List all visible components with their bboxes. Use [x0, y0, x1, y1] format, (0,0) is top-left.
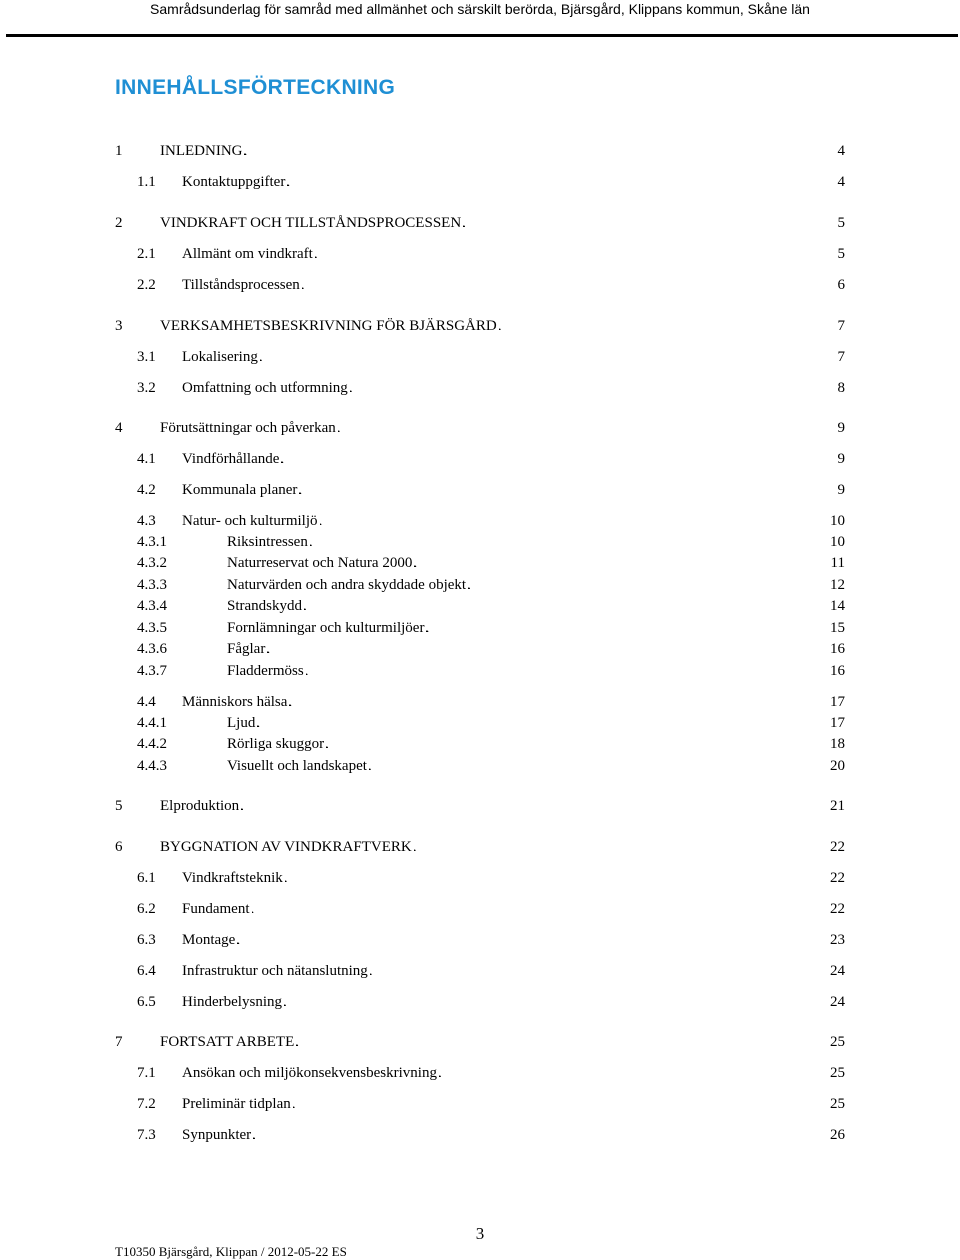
toc-dot-leader [338, 418, 836, 440]
toc-dot-leader [326, 734, 828, 756]
toc-entry-label: Naturreservat och Natura 2000 [227, 555, 413, 571]
toc-entry-page: 10 [830, 513, 845, 529]
toc-entry-number: 4.1 [137, 451, 156, 467]
toc-entry-line [227, 713, 845, 735]
toc-entry-label: Natur- och kulturmiljö [182, 513, 318, 529]
toc-entry-label: FORTSATT ARBETE [160, 1034, 295, 1050]
toc-entry-line [182, 899, 845, 921]
toc-entry[interactable] [0, 661, 960, 681]
toc-entry-label: Människors hälsa [182, 694, 288, 710]
toc-entry[interactable] [0, 449, 960, 469]
toc-entry-page: 10 [830, 534, 845, 550]
toc-entry-line [160, 316, 845, 338]
toc-entry-label: Kontaktuppgifter [182, 174, 286, 190]
toc-entry-line [182, 449, 845, 471]
toc-entry-page: 7 [837, 318, 845, 334]
toc-entry[interactable] [0, 141, 960, 161]
toc-entry-line [160, 837, 845, 859]
toc-dot-leader [369, 756, 828, 778]
toc-entry-label: Preliminär tidplan [182, 1096, 291, 1112]
toc-entry-number: 4.4 [137, 694, 156, 710]
toc-entry-page: 4 [837, 143, 845, 159]
toc-entry-number: 4.3.6 [137, 641, 167, 657]
toc-entry-line [182, 1094, 845, 1116]
toc-entry-number: 1 [115, 143, 123, 159]
toc-entry-page: 26 [830, 1127, 845, 1143]
toc-entry-number: 6 [115, 839, 123, 855]
toc-entry[interactable] [0, 511, 960, 531]
toc-dot-leader [260, 347, 836, 369]
toc-entry-label: Montage [182, 932, 236, 948]
toc-entry-page: 18 [830, 736, 845, 752]
toc-entry-page: 17 [830, 694, 845, 710]
toc-entry-page: 16 [830, 641, 845, 657]
toc-dot-leader [463, 213, 835, 235]
toc-entry-line [227, 639, 845, 661]
toc-entry-page: 17 [830, 715, 845, 731]
toc-entry-label: Förutsättningar och påverkan [160, 420, 336, 436]
toc-entry[interactable] [0, 275, 960, 295]
toc-entry[interactable] [0, 378, 960, 398]
toc-dot-leader [350, 378, 836, 400]
toc-entry-number: 3.1 [137, 349, 156, 365]
toc-entry-label: Ansökan och miljökonsekvensbeskrivning [182, 1065, 437, 1081]
toc-dot-leader [306, 661, 828, 683]
toc-entry-number: 2 [115, 215, 123, 231]
toc-dot-leader [252, 899, 829, 921]
toc-entry-number: 7.3 [137, 1127, 156, 1143]
toc-entry-label: Hinderbelysning [182, 994, 282, 1010]
toc-dot-leader [285, 868, 828, 890]
toc-entry-line [182, 511, 845, 533]
toc-entry[interactable] [0, 796, 960, 816]
toc-dot-leader [284, 992, 828, 1014]
toc-dot-leader [299, 480, 835, 502]
toc-entry[interactable] [0, 480, 960, 500]
toc-entry-number: 3 [115, 318, 123, 334]
toc-entry[interactable] [0, 347, 960, 367]
toc-entry-page: 25 [830, 1034, 845, 1050]
toc-entry[interactable] [0, 213, 960, 233]
toc-entry[interactable] [0, 575, 960, 595]
toc-entry-label: Ljud [227, 715, 256, 731]
toc-entry-label: Fladdermöss [227, 663, 304, 679]
toc-entry-page: 9 [837, 451, 845, 467]
toc-entry-number: 4.3.3 [137, 577, 167, 593]
toc-entry[interactable] [0, 713, 960, 733]
toc-entry-number: 4 [115, 420, 123, 436]
toc-entry-line [160, 796, 845, 818]
toc-entry[interactable] [0, 1063, 960, 1083]
toc-entry-line [182, 992, 845, 1014]
toc-dot-leader [267, 639, 828, 661]
toc-entry-page: 23 [830, 932, 845, 948]
toc-entry-label: Omfattning och utformning [182, 380, 348, 396]
toc-entry-number: 4.3.4 [137, 598, 167, 614]
toc-entry-line [182, 930, 845, 952]
toc-entry-line [227, 756, 845, 778]
toc-entry-label: Kommunala planer [182, 482, 298, 498]
toc-dot-leader [320, 511, 828, 533]
toc-entry-line [182, 275, 845, 297]
page-number: 3 [475, 1224, 485, 1243]
toc-entry-number: 5 [115, 798, 123, 814]
toc-entry-page: 5 [837, 246, 845, 262]
toc-entry-page: 7 [837, 349, 845, 365]
toc-entry-page: 24 [830, 994, 845, 1010]
toc-entry-page: 6 [837, 277, 845, 293]
toc-dot-leader [439, 1063, 828, 1085]
toc-entry-line [160, 213, 845, 235]
toc-entry-label: Naturvärden och andra skyddade objekt [227, 577, 467, 593]
toc-entry-page: 21 [830, 798, 845, 814]
toc-entry[interactable] [0, 961, 960, 981]
toc-dot-leader [281, 449, 835, 471]
toc-entry-number: 7.2 [137, 1096, 156, 1112]
running-header: Samrådsunderlag för samråd med allmänhet och särskilt berörda, Bjärsgård, Klippans kommun, Skåne län [150, 1, 810, 17]
toc-entry-page: 9 [837, 482, 845, 498]
toc-entry-label: VERKSAMHETSBESKRIVNING FÖR BJÄRSGÅRD [160, 318, 497, 334]
toc-entry-page: 14 [830, 598, 845, 614]
toc-entry-label: Strandskydd [227, 598, 302, 614]
toc-entry-line [182, 378, 845, 400]
toc-entry-page: 22 [830, 901, 845, 917]
toc-entry[interactable] [0, 992, 960, 1012]
footer: T10350 Bjärsgård, Klippan / 2012-05-22 ES [115, 1244, 347, 1259]
toc-entry[interactable] [0, 1094, 960, 1114]
toc-dot-leader [244, 141, 835, 163]
toc-entry[interactable] [0, 899, 960, 919]
toc-entry[interactable] [0, 553, 960, 573]
toc-dot-leader [414, 553, 828, 575]
toc-entry-line [227, 532, 845, 554]
toc-entry-number: 2.2 [137, 277, 156, 293]
toc-entry-page: 9 [837, 420, 845, 436]
toc-entry[interactable] [0, 868, 960, 888]
toc-dot-leader [310, 532, 828, 554]
toc-entry-number: 6.5 [137, 994, 156, 1010]
toc-entry-label: Riksintressen [227, 534, 308, 550]
toc-entry-number: 4.3.2 [137, 555, 167, 571]
toc-dot-leader [304, 596, 828, 618]
toc-entry[interactable] [0, 1125, 960, 1145]
toc-entry-line [182, 172, 845, 194]
toc-entry[interactable] [0, 532, 960, 552]
toc-entry-label: BYGGNATION AV VINDKRAFTVERK [160, 839, 412, 855]
toc-entry-line [182, 1063, 845, 1085]
toc-entry-number: 4.4.2 [137, 736, 167, 752]
toc-entry-page: 12 [830, 577, 845, 593]
toc-dot-leader [237, 930, 828, 952]
toc-dot-leader [293, 1094, 828, 1116]
toc-entry-label: Tillståndsprocessen [182, 277, 300, 293]
toc-entry-number: 4.4.3 [137, 758, 167, 774]
toc-entry-line [227, 734, 845, 756]
toc-entry[interactable] [0, 316, 960, 336]
toc-entry[interactable] [0, 692, 960, 712]
toc-entry-line [227, 661, 845, 683]
toc-entry-number: 1.1 [137, 174, 156, 190]
toc-entry-line [182, 244, 845, 266]
toc-entry-line [182, 347, 845, 369]
toc-title: INNEHÅLLSFÖRTECKNING [115, 76, 396, 99]
toc-entry-line [160, 141, 845, 163]
toc-entry-label: Elproduktion [160, 798, 240, 814]
toc-entry-line [182, 1125, 845, 1147]
toc-entry[interactable] [0, 930, 960, 950]
toc-entry[interactable] [0, 837, 960, 857]
toc-entry-page: 11 [830, 555, 845, 571]
toc-entry-page: 25 [830, 1096, 845, 1112]
toc-entry-number: 6.2 [137, 901, 156, 917]
toc-entry[interactable] [0, 756, 960, 776]
toc-entry-number: 7 [115, 1034, 123, 1050]
toc-entry-number: 7.1 [137, 1065, 156, 1081]
toc-entry-label: Rörliga skuggor [227, 736, 325, 752]
toc-entry-number: 4.3 [137, 513, 156, 529]
toc-entry-number: 4.3.7 [137, 663, 167, 679]
toc-entry-number: 4.3.1 [137, 534, 167, 550]
toc-entry-number: 6.4 [137, 963, 156, 979]
toc-dot-leader [287, 172, 835, 194]
toc-entry-label: Visuellt och landskapet [227, 758, 367, 774]
toc-entry-line [182, 868, 845, 890]
toc-dot-leader [468, 575, 828, 597]
toc-entry-line [227, 575, 845, 597]
toc-entry[interactable] [0, 1032, 960, 1052]
toc-entry-page: 20 [830, 758, 845, 774]
toc-entry[interactable] [0, 244, 960, 264]
toc-entry-label: Vindkraftsteknik [182, 870, 283, 886]
toc-entry-page: 15 [830, 620, 845, 636]
toc-entry-number: 4.2 [137, 482, 156, 498]
toc-entry-page: 16 [830, 663, 845, 679]
toc-entry-page: 4 [837, 174, 845, 190]
toc-entry-page: 22 [830, 870, 845, 886]
toc-dot-leader [370, 961, 828, 983]
toc-entry-number: 4.3.5 [137, 620, 167, 636]
toc-dot-leader [241, 796, 828, 818]
toc-entry[interactable] [0, 172, 960, 192]
toc-dot-leader [414, 837, 828, 859]
toc-entry-label: Synpunkter [182, 1127, 252, 1143]
toc-entry-number: 6.1 [137, 870, 156, 886]
toc-entry-label: Allmänt om vindkraft [182, 246, 313, 262]
toc-dot-leader [499, 316, 836, 338]
toc-entry-label: Fornlämningar och kulturmiljöer [227, 620, 425, 636]
toc-entry-page: 8 [837, 380, 845, 396]
toc-entry-number: 4.4.1 [137, 715, 167, 731]
toc-entry-page: 22 [830, 839, 845, 855]
toc-dot-leader [289, 692, 828, 714]
toc-entry-page: 25 [830, 1065, 845, 1081]
toc-entry-line [182, 480, 845, 502]
toc-entry[interactable] [0, 618, 960, 638]
toc-entry[interactable] [0, 418, 960, 438]
toc-entry-number: 6.3 [137, 932, 156, 948]
toc-entry-label: Fundament [182, 901, 250, 917]
toc-entry-line [160, 1032, 845, 1054]
toc-entry-line [227, 553, 845, 575]
toc-entry[interactable] [0, 734, 960, 754]
toc-dot-leader [253, 1125, 828, 1147]
toc-entry-line [227, 618, 845, 640]
toc-entry-label: Lokalisering [182, 349, 258, 365]
toc-entry-page: 24 [830, 963, 845, 979]
toc-entry[interactable] [0, 639, 960, 659]
toc-entry-line [182, 961, 845, 983]
toc-entry-line [227, 596, 845, 618]
toc-dot-leader [296, 1032, 828, 1054]
toc-entry-label: Infrastruktur och nätanslutning [182, 963, 368, 979]
toc-entry-line [182, 692, 845, 714]
toc-entry-label: VINDKRAFT OCH TILLSTÅNDSPROCESSEN [160, 215, 462, 231]
toc-entry-number: 2.1 [137, 246, 156, 262]
toc-entry-label: Fåglar [227, 641, 266, 657]
toc-entry[interactable] [0, 596, 960, 616]
toc-entry-label: Vindförhållande [182, 451, 280, 467]
toc-entry-number: 3.2 [137, 380, 156, 396]
toc-entry-page: 5 [837, 215, 845, 231]
toc-dot-leader [257, 713, 828, 735]
toc-dot-leader [315, 244, 836, 266]
toc-entry-line [160, 418, 845, 440]
toc-dot-leader [302, 275, 836, 297]
toc-dot-leader [426, 618, 828, 640]
toc-entry-label: INLEDNING [160, 143, 243, 159]
